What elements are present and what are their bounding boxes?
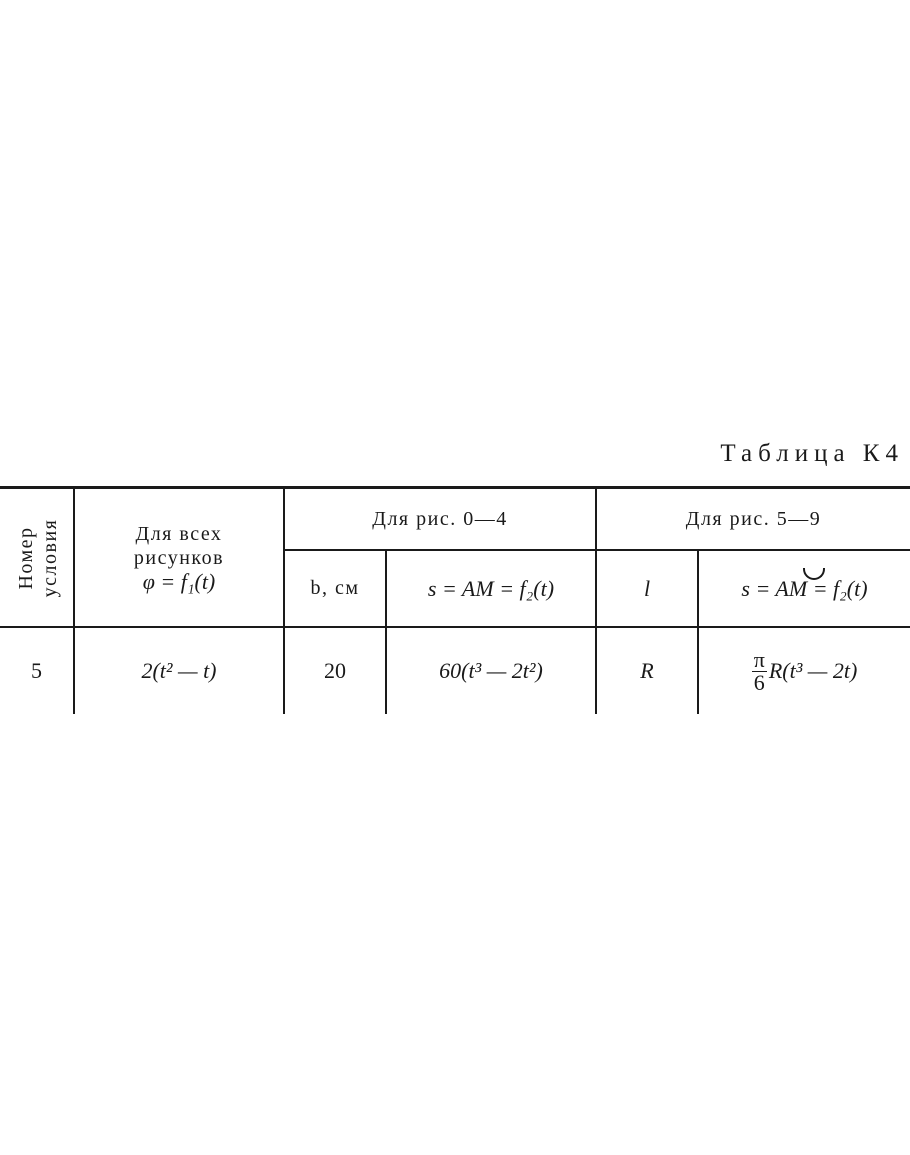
fraction-numerator: π <box>753 646 765 672</box>
cell-phi: 2(t² — t) <box>141 658 217 683</box>
fraction <box>752 646 767 695</box>
header-fig-5-9: Для рис. 5—9 <box>685 507 822 530</box>
header-condition-number-line1: Номер <box>15 526 37 590</box>
cell-condition-number: 5 <box>31 658 42 683</box>
header-s-am-5-9-text: s = AM = f₂(t) <box>741 575 868 601</box>
header-condition-number-line2: условия <box>39 518 61 598</box>
header-s-am-0-4: s = AM = f₂(t) <box>427 575 555 601</box>
header-all-figures <box>75 489 283 626</box>
header-fig-0-4: Для рис. 0—4 <box>372 507 508 530</box>
header-l: l <box>643 575 651 601</box>
cell-s-5-9 <box>699 628 910 714</box>
header-b-cm: b, см <box>310 577 360 599</box>
cell-s-0-4: 60(t³ — 2t²) <box>439 658 543 683</box>
header-all-figures-line1: Для всех <box>135 522 223 545</box>
fraction-denominator: 6 <box>753 669 765 695</box>
header-all-figures-formula: φ = f₁(t) <box>142 568 216 594</box>
cell-s-5-9-expression: R(t³ — 2t) <box>768 658 858 683</box>
header-all-figures-line2: рисунков <box>133 546 225 569</box>
cell-l: R <box>640 658 654 683</box>
header-condition-number <box>14 519 62 598</box>
table-caption: Таблица К4 <box>720 440 904 467</box>
cell-b: 20 <box>324 658 346 683</box>
header-s-am-5-9 <box>699 551 910 626</box>
